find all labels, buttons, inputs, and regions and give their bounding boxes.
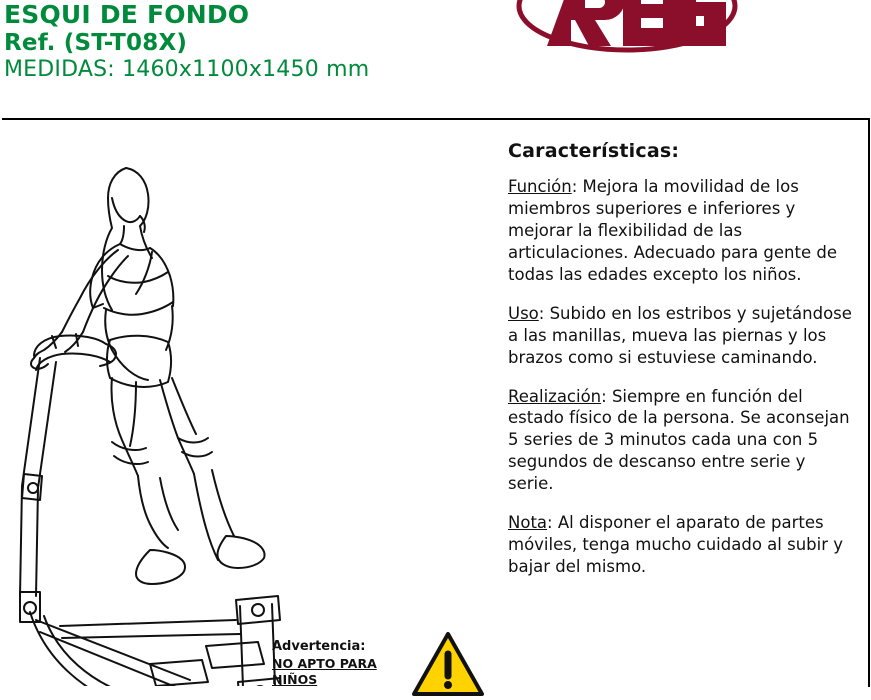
section-uso (508, 303, 856, 369)
right-border-line (868, 118, 870, 687)
page-header (0, 0, 871, 112)
warning-triangle-icon (412, 632, 484, 696)
warning-label: Advertencia: (272, 639, 366, 654)
product-measures: MEDIDAS: 1460x1100x1450 mm (4, 56, 370, 82)
title-block (4, 0, 369, 83)
product-reference: Ref. (ST-T08X) (4, 29, 188, 56)
section-nota-lead: Nota (508, 513, 548, 533)
section-realizacion-body: : Siempre en función del estado físico de la persona. Se aconsejan 5 series de 3 minutos cada una con 5 segundos de descanso entre serie y serie. (508, 386, 850, 494)
warning-message: NO APTO PARA NIÑOS (272, 655, 377, 688)
product-illustration (0, 126, 470, 686)
section-nota (508, 512, 856, 578)
product-name: ESQUI DE FONDO (4, 0, 250, 29)
section-uso-lead: Uso (508, 303, 539, 323)
warning-text (272, 638, 412, 689)
header-divider (2, 118, 868, 120)
section-realizacion (508, 386, 856, 496)
characteristics-panel (508, 140, 856, 595)
characteristics-heading: Características: (508, 140, 680, 162)
section-nota-body: : Al disponer el aparato de partes móviles, tenga mucho cuidado al subir y bajar del mismo. (508, 513, 844, 577)
section-funcion-lead: Función (508, 177, 572, 196)
section-funcion-body: : Mejora la movilidad de los miembros superiores e inferiores y mejorar la flexibilidad de las articulaciones. Adecuado para gente de todas las edades excepto los niños. (508, 177, 837, 284)
section-realizacion-lead: Realización (508, 386, 602, 406)
section-uso-body: : Subido en los estribos y sujetándose a las manillas, mueva las piernas y los brazos como si estuviese caminando. (508, 303, 852, 367)
company-logo (515, 0, 739, 62)
warning-block (272, 635, 472, 687)
section-funcion (508, 176, 856, 286)
